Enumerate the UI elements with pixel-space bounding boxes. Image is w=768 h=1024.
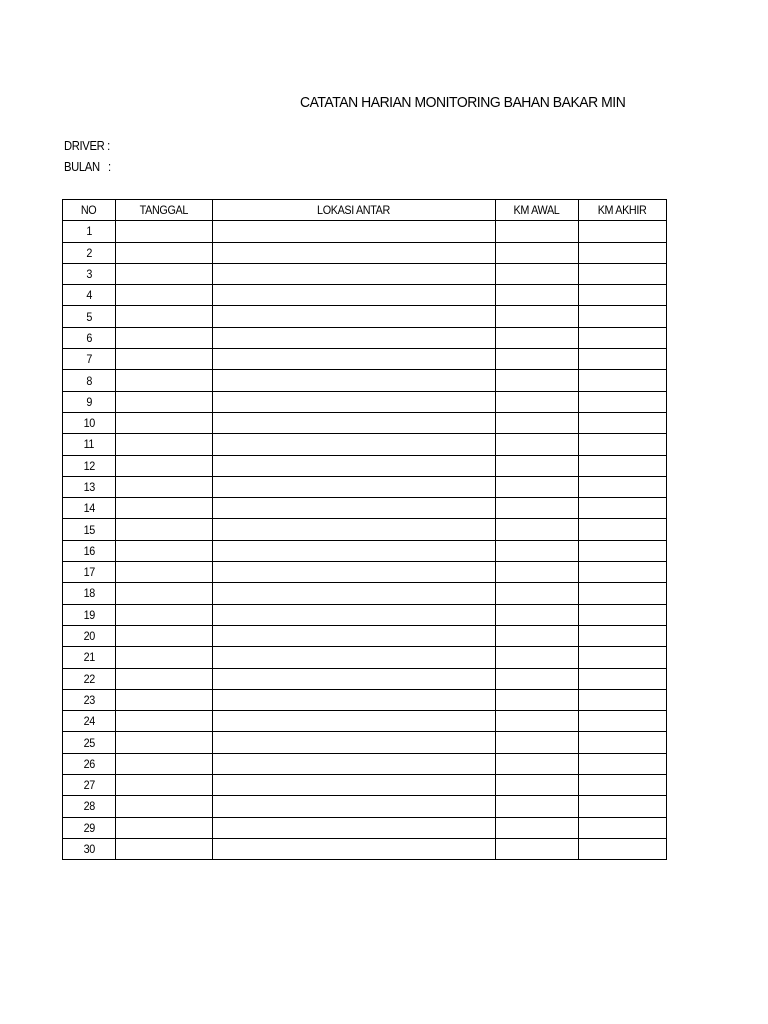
fuel-log-table: [62, 199, 667, 860]
cell-no: [63, 434, 116, 455]
cell-tanggal[interactable]: [116, 370, 213, 391]
cell-no: [63, 476, 116, 497]
cell-tanggal[interactable]: [116, 838, 213, 859]
table-row: [63, 434, 667, 455]
header-km-awal: [495, 200, 578, 221]
cell-no-value: 27: [83, 778, 95, 793]
cell-tanggal[interactable]: [116, 349, 213, 370]
cell-km-awal[interactable]: [495, 540, 578, 561]
cell-km-awal[interactable]: [495, 285, 578, 306]
cell-no-value: 17: [83, 565, 95, 580]
cell-km-awal[interactable]: [495, 391, 578, 412]
table-row: [63, 349, 667, 370]
cell-km-awal[interactable]: [495, 412, 578, 433]
table-row: [63, 370, 667, 391]
cell-no-value: 26: [83, 756, 95, 771]
cell-km-awal[interactable]: [495, 689, 578, 710]
table-row: [63, 796, 667, 817]
cell-no-value: 1: [86, 224, 92, 239]
cell-tanggal[interactable]: [116, 242, 213, 263]
table-row: [63, 455, 667, 476]
table-row: [63, 221, 667, 242]
cell-km-awal[interactable]: [495, 327, 578, 348]
cell-lokasi-antar[interactable]: [213, 562, 495, 583]
cell-no: [63, 391, 116, 412]
cell-no: [63, 817, 116, 838]
cell-no-value: 13: [83, 480, 95, 494]
cell-km-awal[interactable]: [495, 775, 578, 796]
header-lokasi-antar-label: LOKASI ANTAR: [317, 203, 391, 218]
table-row: [63, 647, 667, 668]
cell-no-value: 30: [83, 842, 95, 857]
cell-tanggal[interactable]: [116, 625, 213, 646]
cell-lokasi-antar[interactable]: [213, 689, 495, 710]
cell-no-value: 25: [83, 735, 95, 750]
cell-lokasi-antar[interactable]: [213, 796, 495, 817]
cell-lokasi-antar[interactable]: [213, 753, 495, 774]
cell-km-akhir[interactable]: [578, 263, 666, 284]
cell-lokasi-antar[interactable]: [213, 370, 495, 391]
cell-lokasi-antar[interactable]: [213, 647, 495, 668]
cell-tanggal[interactable]: [116, 668, 213, 689]
cell-tanggal[interactable]: [116, 306, 213, 327]
header-tanggal-label: TANGGAL: [140, 203, 189, 218]
cell-no-value: 15: [83, 522, 95, 537]
cell-lokasi-antar[interactable]: [213, 583, 495, 604]
cell-no-value: 21: [83, 650, 95, 665]
table-row: [63, 838, 667, 859]
cell-tanggal[interactable]: [116, 519, 213, 540]
cell-no-value: 3: [86, 267, 92, 282]
cell-no-value: 5: [86, 309, 92, 324]
cell-no-value: 20: [83, 629, 95, 644]
cell-lokasi-antar[interactable]: [213, 455, 495, 476]
cell-km-akhir[interactable]: [578, 711, 666, 732]
cell-no: [63, 306, 116, 327]
cell-km-akhir[interactable]: [578, 306, 666, 327]
cell-no: [63, 263, 116, 284]
cell-no-value: 6: [86, 330, 92, 345]
table-row: [63, 689, 667, 710]
driver-label: DRIVER :: [64, 139, 110, 153]
cell-km-akhir[interactable]: [578, 349, 666, 370]
cell-tanggal[interactable]: [116, 476, 213, 497]
cell-tanggal[interactable]: [116, 732, 213, 753]
cell-no: [63, 647, 116, 668]
cell-tanggal[interactable]: [116, 455, 213, 476]
cell-lokasi-antar[interactable]: [213, 817, 495, 838]
cell-lokasi-antar[interactable]: [213, 668, 495, 689]
cell-tanggal[interactable]: [116, 775, 213, 796]
table-row: [63, 562, 667, 583]
cell-tanggal[interactable]: [116, 711, 213, 732]
cell-no: [63, 540, 116, 561]
cell-km-awal[interactable]: [495, 583, 578, 604]
cell-km-awal[interactable]: [495, 263, 578, 284]
cell-tanggal[interactable]: [116, 391, 213, 412]
cell-km-awal[interactable]: [495, 519, 578, 540]
table-row: [63, 327, 667, 348]
cell-tanggal[interactable]: [116, 562, 213, 583]
cell-km-akhir[interactable]: [578, 817, 666, 838]
cell-tanggal[interactable]: [116, 263, 213, 284]
cell-tanggal[interactable]: [116, 285, 213, 306]
cell-lokasi-antar[interactable]: [213, 476, 495, 497]
cell-km-akhir[interactable]: [578, 476, 666, 497]
cell-km-awal[interactable]: [495, 625, 578, 646]
cell-km-awal[interactable]: [495, 370, 578, 391]
header-tanggal: [116, 200, 213, 221]
table-row: [63, 604, 667, 625]
cell-lokasi-antar[interactable]: [213, 604, 495, 625]
cell-km-akhir[interactable]: [578, 455, 666, 476]
cell-tanggal[interactable]: [116, 647, 213, 668]
cell-km-akhir[interactable]: [578, 668, 666, 689]
header-km-akhir: [578, 200, 666, 221]
table-row: [63, 285, 667, 306]
cell-lokasi-antar[interactable]: [213, 306, 495, 327]
cell-km-akhir[interactable]: [578, 412, 666, 433]
cell-km-akhir[interactable]: [578, 775, 666, 796]
cell-km-awal[interactable]: [495, 838, 578, 859]
cell-no: [63, 349, 116, 370]
cell-no: [63, 838, 116, 859]
cell-no-value: 7: [86, 352, 92, 367]
cell-lokasi-antar[interactable]: [213, 412, 495, 433]
cell-km-akhir[interactable]: [578, 625, 666, 646]
cell-km-awal[interactable]: [495, 796, 578, 817]
cell-km-awal[interactable]: [495, 221, 578, 242]
cell-no: [63, 327, 116, 348]
cell-lokasi-antar[interactable]: [213, 349, 495, 370]
cell-lokasi-antar[interactable]: [213, 285, 495, 306]
cell-km-awal[interactable]: [495, 434, 578, 455]
cell-km-awal[interactable]: [495, 455, 578, 476]
table-row: [63, 817, 667, 838]
cell-km-akhir[interactable]: [578, 732, 666, 753]
table-row: [63, 412, 667, 433]
cell-lokasi-antar[interactable]: [213, 391, 495, 412]
cell-no-value: 4: [86, 288, 92, 303]
page-title-container: [300, 92, 665, 114]
cell-km-akhir[interactable]: [578, 434, 666, 455]
cell-lokasi-antar[interactable]: [213, 838, 495, 859]
cell-no: [63, 498, 116, 519]
cell-tanggal[interactable]: [116, 434, 213, 455]
header-km-akhir-label: KM AKHIR: [598, 203, 647, 218]
cell-no-value: 2: [86, 245, 92, 260]
cell-no-value: 29: [83, 820, 95, 835]
cell-no: [63, 668, 116, 689]
cell-no-value: 19: [83, 607, 95, 622]
cell-lokasi-antar[interactable]: [213, 519, 495, 540]
cell-km-awal[interactable]: [495, 498, 578, 519]
cell-km-akhir[interactable]: [578, 838, 666, 859]
cell-lokasi-antar[interactable]: [213, 732, 495, 753]
cell-no: [63, 562, 116, 583]
cell-km-akhir[interactable]: [578, 242, 666, 263]
table-row: [63, 753, 667, 774]
table-row: [63, 732, 667, 753]
cell-lokasi-antar[interactable]: [213, 327, 495, 348]
cell-no: [63, 711, 116, 732]
page-title: CATATAN HARIAN MONITORING BAHAN BAKAR MIN: [300, 94, 626, 111]
cell-no: [63, 370, 116, 391]
cell-no: [63, 796, 116, 817]
table-row: [63, 306, 667, 327]
cell-lokasi-antar[interactable]: [213, 263, 495, 284]
header-no: [63, 200, 116, 221]
cell-no: [63, 732, 116, 753]
cell-tanggal[interactable]: [116, 498, 213, 519]
cell-km-akhir[interactable]: [578, 604, 666, 625]
cell-km-akhir[interactable]: [578, 540, 666, 561]
cell-no: [63, 242, 116, 263]
cell-km-akhir[interactable]: [578, 519, 666, 540]
cell-no-value: 11: [83, 437, 95, 452]
cell-no-value: 9: [86, 394, 92, 409]
cell-km-akhir[interactable]: [578, 647, 666, 668]
cell-tanggal[interactable]: [116, 412, 213, 433]
cell-no: [63, 625, 116, 646]
cell-km-akhir[interactable]: [578, 498, 666, 519]
cell-km-awal[interactable]: [495, 349, 578, 370]
cell-km-awal[interactable]: [495, 711, 578, 732]
table-row: [63, 263, 667, 284]
table-row: [63, 711, 667, 732]
cell-lokasi-antar[interactable]: [213, 242, 495, 263]
cell-lokasi-antar[interactable]: [213, 625, 495, 646]
table-row: [63, 476, 667, 497]
cell-no-value: 22: [83, 671, 95, 686]
cell-no-value: 16: [83, 543, 95, 558]
cell-tanggal[interactable]: [116, 753, 213, 774]
cell-no: [63, 604, 116, 625]
cell-km-akhir[interactable]: [578, 221, 666, 242]
cell-no-value: 14: [83, 501, 95, 516]
table-row: [63, 775, 667, 796]
cell-km-awal[interactable]: [495, 306, 578, 327]
cell-km-awal[interactable]: [495, 668, 578, 689]
table-row: [63, 668, 667, 689]
cell-km-akhir[interactable]: [578, 327, 666, 348]
table-row: [63, 519, 667, 540]
table-row: [63, 242, 667, 263]
table-row: [63, 625, 667, 646]
header-lokasi-antar: [213, 200, 495, 221]
cell-lokasi-antar[interactable]: [213, 540, 495, 561]
cell-tanggal[interactable]: [116, 796, 213, 817]
cell-no-value: 10: [83, 416, 95, 431]
cell-km-akhir[interactable]: [578, 796, 666, 817]
cell-tanggal[interactable]: [116, 221, 213, 242]
header-km-awal-label: KM AWAL: [513, 203, 560, 218]
cell-km-awal[interactable]: [495, 732, 578, 753]
table-row: [63, 540, 667, 561]
cell-km-akhir[interactable]: [578, 370, 666, 391]
cell-km-akhir[interactable]: [578, 583, 666, 604]
cell-km-awal[interactable]: [495, 562, 578, 583]
header-no-label: NO: [81, 203, 97, 218]
cell-km-awal[interactable]: [495, 817, 578, 838]
cell-km-awal[interactable]: [495, 604, 578, 625]
cell-no: [63, 689, 116, 710]
cell-no: [63, 753, 116, 774]
table-row: [63, 583, 667, 604]
cell-no-value: 8: [86, 373, 92, 388]
table-header-row: [63, 200, 667, 221]
cell-km-akhir[interactable]: [578, 562, 666, 583]
cell-tanggal[interactable]: [116, 583, 213, 604]
cell-km-akhir[interactable]: [578, 391, 666, 412]
cell-km-awal[interactable]: [495, 242, 578, 263]
cell-no: [63, 455, 116, 476]
cell-no-value: 23: [83, 692, 95, 707]
cell-no: [63, 285, 116, 306]
cell-km-akhir[interactable]: [578, 753, 666, 774]
table-body: [63, 221, 667, 860]
cell-lokasi-antar[interactable]: [213, 434, 495, 455]
cell-no: [63, 583, 116, 604]
cell-no: [63, 519, 116, 540]
cell-no-value: 18: [83, 586, 95, 601]
cell-no-value: 24: [83, 714, 95, 729]
table-row: [63, 391, 667, 412]
cell-no-value: 28: [83, 799, 95, 814]
cell-no: [63, 775, 116, 796]
cell-km-awal[interactable]: [495, 647, 578, 668]
table-row: [63, 498, 667, 519]
cell-tanggal[interactable]: [116, 689, 213, 710]
cell-tanggal[interactable]: [116, 540, 213, 561]
cell-lokasi-antar[interactable]: [213, 221, 495, 242]
cell-lokasi-antar[interactable]: [213, 711, 495, 732]
cell-km-akhir[interactable]: [578, 689, 666, 710]
cell-tanggal[interactable]: [116, 604, 213, 625]
bulan-label: BULAN :: [64, 160, 111, 174]
cell-tanggal[interactable]: [116, 327, 213, 348]
cell-km-awal[interactable]: [495, 476, 578, 497]
cell-lokasi-antar[interactable]: [213, 498, 495, 519]
cell-km-awal[interactable]: [495, 753, 578, 774]
cell-lokasi-antar[interactable]: [213, 775, 495, 796]
cell-km-akhir[interactable]: [578, 285, 666, 306]
cell-tanggal[interactable]: [116, 817, 213, 838]
cell-no: [63, 412, 116, 433]
cell-no: [63, 221, 116, 242]
cell-no-value: 12: [83, 458, 95, 473]
